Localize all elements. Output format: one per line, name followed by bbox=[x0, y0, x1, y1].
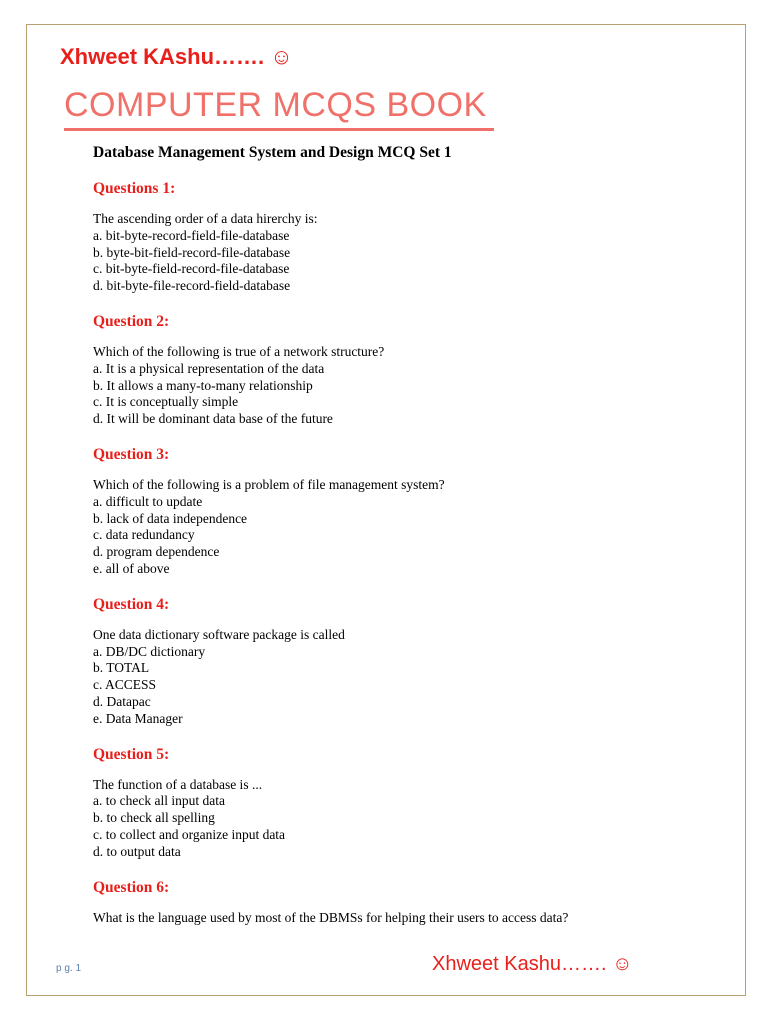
answer-option: c. ACCESS bbox=[93, 677, 157, 693]
set-title: Database Management System and Design MCQ Set 1 bbox=[93, 144, 452, 161]
question-block bbox=[93, 879, 713, 927]
question-heading: Question 5: bbox=[93, 745, 170, 763]
question-text: Which of the following is true of a network structure? bbox=[93, 343, 385, 359]
question-heading: Question 6: bbox=[93, 878, 170, 896]
book-title: COMPUTER MCQS BOOK bbox=[64, 86, 487, 124]
answer-option: b. to check all spelling bbox=[93, 810, 215, 826]
answer-option: a. It is a physical representation of the data bbox=[93, 360, 325, 376]
answer-option: a. difficult to update bbox=[93, 493, 203, 509]
question-heading: Question 4: bbox=[93, 595, 170, 613]
question-text: Which of the following is a problem of file management system? bbox=[93, 476, 445, 492]
question-text: What is the language used by most of the DBMSs for helping their users to access data? bbox=[93, 909, 569, 925]
question-heading: Question 2: bbox=[93, 312, 170, 330]
document-body bbox=[93, 144, 713, 944]
answer-option: d. Datapac bbox=[93, 693, 151, 709]
footer-author-name: Xhweet Kashu……. ☺ bbox=[432, 953, 633, 975]
answer-option: e. all of above bbox=[93, 560, 170, 576]
answer-option: c. bit-byte-field-record-file-database bbox=[93, 261, 290, 277]
question-text: One data dictionary software package is called bbox=[93, 626, 345, 642]
question-block bbox=[93, 180, 713, 295]
page-number: p g. 1 bbox=[56, 963, 82, 974]
question-block bbox=[93, 746, 713, 861]
answer-option: b. lack of data independence bbox=[93, 510, 248, 526]
answer-option: d. bit-byte-file-record-field-database bbox=[93, 278, 291, 294]
answer-option: b. TOTAL bbox=[93, 660, 150, 676]
question-block bbox=[93, 446, 713, 578]
answer-option: b. It allows a many-to-many relationship bbox=[93, 377, 313, 393]
header-author-name: Xhweet KAshu……. ☺ bbox=[60, 44, 293, 69]
answer-option: d. program dependence bbox=[93, 544, 220, 560]
question-text: The function of a database is ... bbox=[93, 776, 263, 792]
question-block bbox=[93, 596, 713, 728]
question-heading: Question 3: bbox=[93, 445, 170, 463]
answer-option: d. to output data bbox=[93, 843, 181, 859]
question-heading: Questions 1: bbox=[93, 180, 176, 197]
question-text: The ascending order of a data hirerchy is: bbox=[93, 211, 318, 226]
answer-option: b. byte-bit-field-record-file-database bbox=[93, 244, 291, 260]
answer-option: c. data redundancy bbox=[93, 527, 195, 543]
question-block bbox=[93, 313, 713, 428]
answer-option: a. DB/DC dictionary bbox=[93, 643, 206, 659]
answer-option: a. to check all input data bbox=[93, 793, 225, 809]
answer-option: c. It is conceptually simple bbox=[93, 394, 239, 410]
answer-option: d. It will be dominant data base of the future bbox=[93, 411, 333, 427]
answer-option: a. bit-byte-record-field-file-database bbox=[93, 227, 290, 243]
answer-option: c. to collect and organize input data bbox=[93, 826, 286, 842]
answer-option: e. Data Manager bbox=[93, 710, 183, 726]
title-underline bbox=[64, 128, 494, 131]
